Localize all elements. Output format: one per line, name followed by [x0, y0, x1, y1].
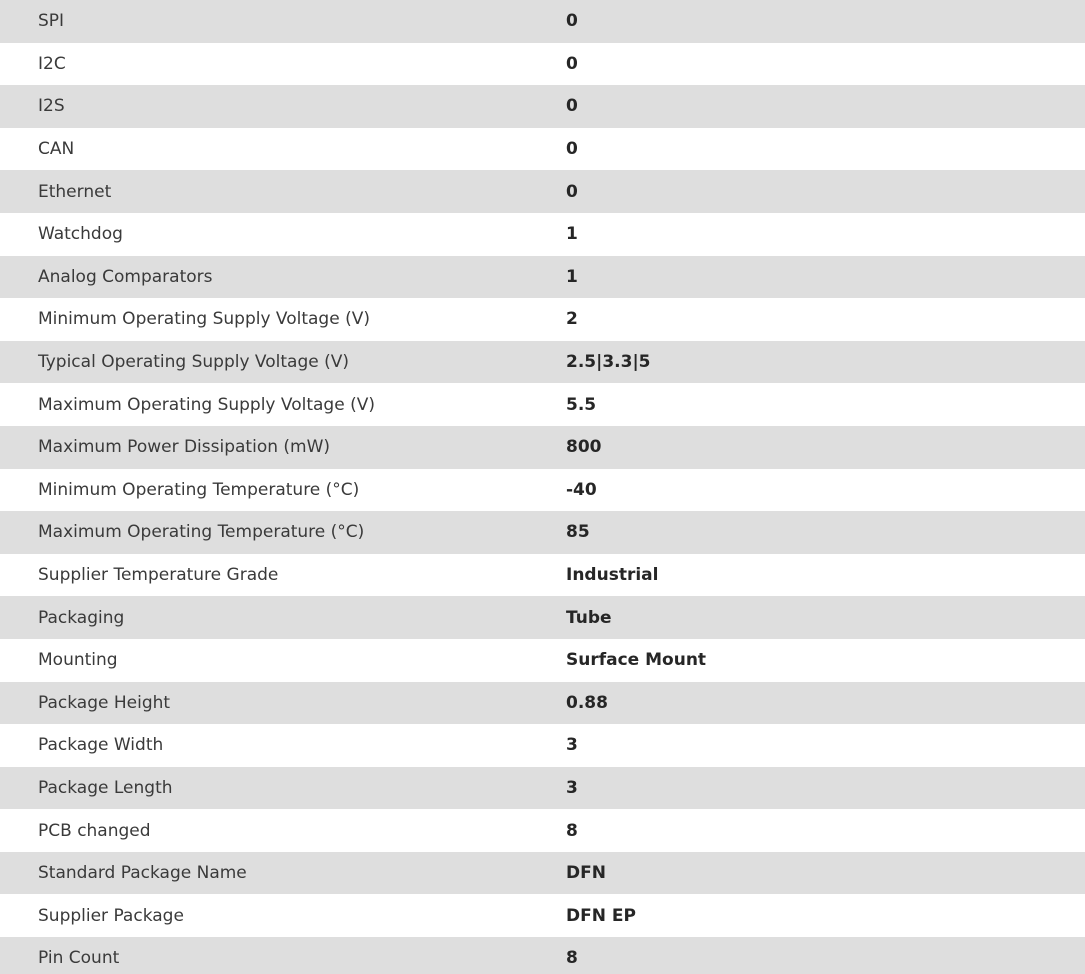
- spec-row-max-operating-temp: [0, 511, 1085, 554]
- spec-row-max-power-dissipation: [0, 426, 1085, 469]
- spec-value: Industrial: [566, 565, 659, 586]
- spec-value: -40: [566, 479, 597, 500]
- spec-value: 0: [566, 53, 578, 74]
- spec-label: Maximum Power Dissipation (mW): [38, 437, 331, 458]
- spec-value: 8: [566, 948, 578, 969]
- spec-value: 2.5|3.3|5: [566, 352, 651, 373]
- spec-row-typ-supply-voltage: [0, 341, 1085, 384]
- spec-value: DFN: [566, 863, 606, 884]
- spec-label: Supplier Package: [38, 905, 184, 926]
- spec-value: 0.88: [566, 692, 608, 713]
- spec-label: I2C: [38, 53, 66, 74]
- spec-row-can: [0, 128, 1085, 171]
- spec-label: Maximum Operating Supply Voltage (V): [38, 394, 375, 415]
- spec-label: SPI: [38, 11, 65, 32]
- spec-label: Watchdog: [38, 224, 123, 245]
- spec-row-pin-count: [0, 937, 1085, 974]
- spec-label: Package Height: [38, 692, 171, 713]
- spec-value: 5.5: [566, 394, 597, 415]
- spec-label: Typical Operating Supply Voltage (V): [38, 352, 349, 373]
- spec-label: Mounting: [38, 650, 118, 671]
- spec-value: 3: [566, 777, 578, 798]
- spec-value: 800: [566, 437, 602, 458]
- spec-label: Minimum Operating Temperature (°C): [38, 479, 360, 500]
- spec-value: 1: [566, 266, 578, 287]
- spec-row-package-width: [0, 724, 1085, 767]
- spec-row-pcb-changed: [0, 809, 1085, 852]
- spec-row-min-operating-temp: [0, 469, 1085, 512]
- spec-row-watchdog: [0, 213, 1085, 256]
- spec-row-package-height: [0, 682, 1085, 725]
- spec-label: PCB changed: [38, 820, 151, 841]
- spec-row-ethernet: [0, 170, 1085, 213]
- spec-label: Pin Count: [38, 948, 120, 969]
- spec-value: 8: [566, 820, 578, 841]
- spec-row-temperature-grade: [0, 554, 1085, 597]
- spec-value: 3: [566, 735, 578, 756]
- spec-row-supplier-package: [0, 894, 1085, 937]
- spec-row-spi: [0, 0, 1085, 43]
- spec-label: CAN: [38, 139, 75, 160]
- spec-value: 0: [566, 96, 578, 117]
- spec-row-min-supply-voltage: [0, 298, 1085, 341]
- spec-row-analog-comparators: [0, 256, 1085, 299]
- spec-label: Package Width: [38, 735, 164, 756]
- spec-label: Packaging: [38, 607, 125, 628]
- spec-row-package-length: [0, 767, 1085, 810]
- spec-value: 0: [566, 181, 578, 202]
- spec-value: 2: [566, 309, 578, 330]
- spec-label: Supplier Temperature Grade: [38, 565, 279, 586]
- spec-label: I2S: [38, 96, 65, 117]
- spec-row-mounting: [0, 639, 1085, 682]
- spec-value: 0: [566, 139, 578, 160]
- spec-label: Minimum Operating Supply Voltage (V): [38, 309, 370, 330]
- spec-label: Ethernet: [38, 181, 112, 202]
- spec-row-i2c: [0, 43, 1085, 86]
- spec-label: Standard Package Name: [38, 863, 247, 884]
- spec-value: Surface Mount: [566, 650, 707, 671]
- spec-label: Analog Comparators: [38, 266, 213, 287]
- spec-value: 0: [566, 11, 578, 32]
- spec-row-max-supply-voltage: [0, 383, 1085, 426]
- spec-row-i2s: [0, 85, 1085, 128]
- spec-row-standard-package-name: [0, 852, 1085, 895]
- spec-label: Package Length: [38, 777, 173, 798]
- spec-row-packaging: [0, 596, 1085, 639]
- spec-value: DFN EP: [566, 905, 636, 926]
- spec-value: Tube: [566, 607, 612, 628]
- spec-label: Maximum Operating Temperature (°C): [38, 522, 365, 543]
- spec-value: 1: [566, 224, 578, 245]
- spec-value: 85: [566, 522, 590, 543]
